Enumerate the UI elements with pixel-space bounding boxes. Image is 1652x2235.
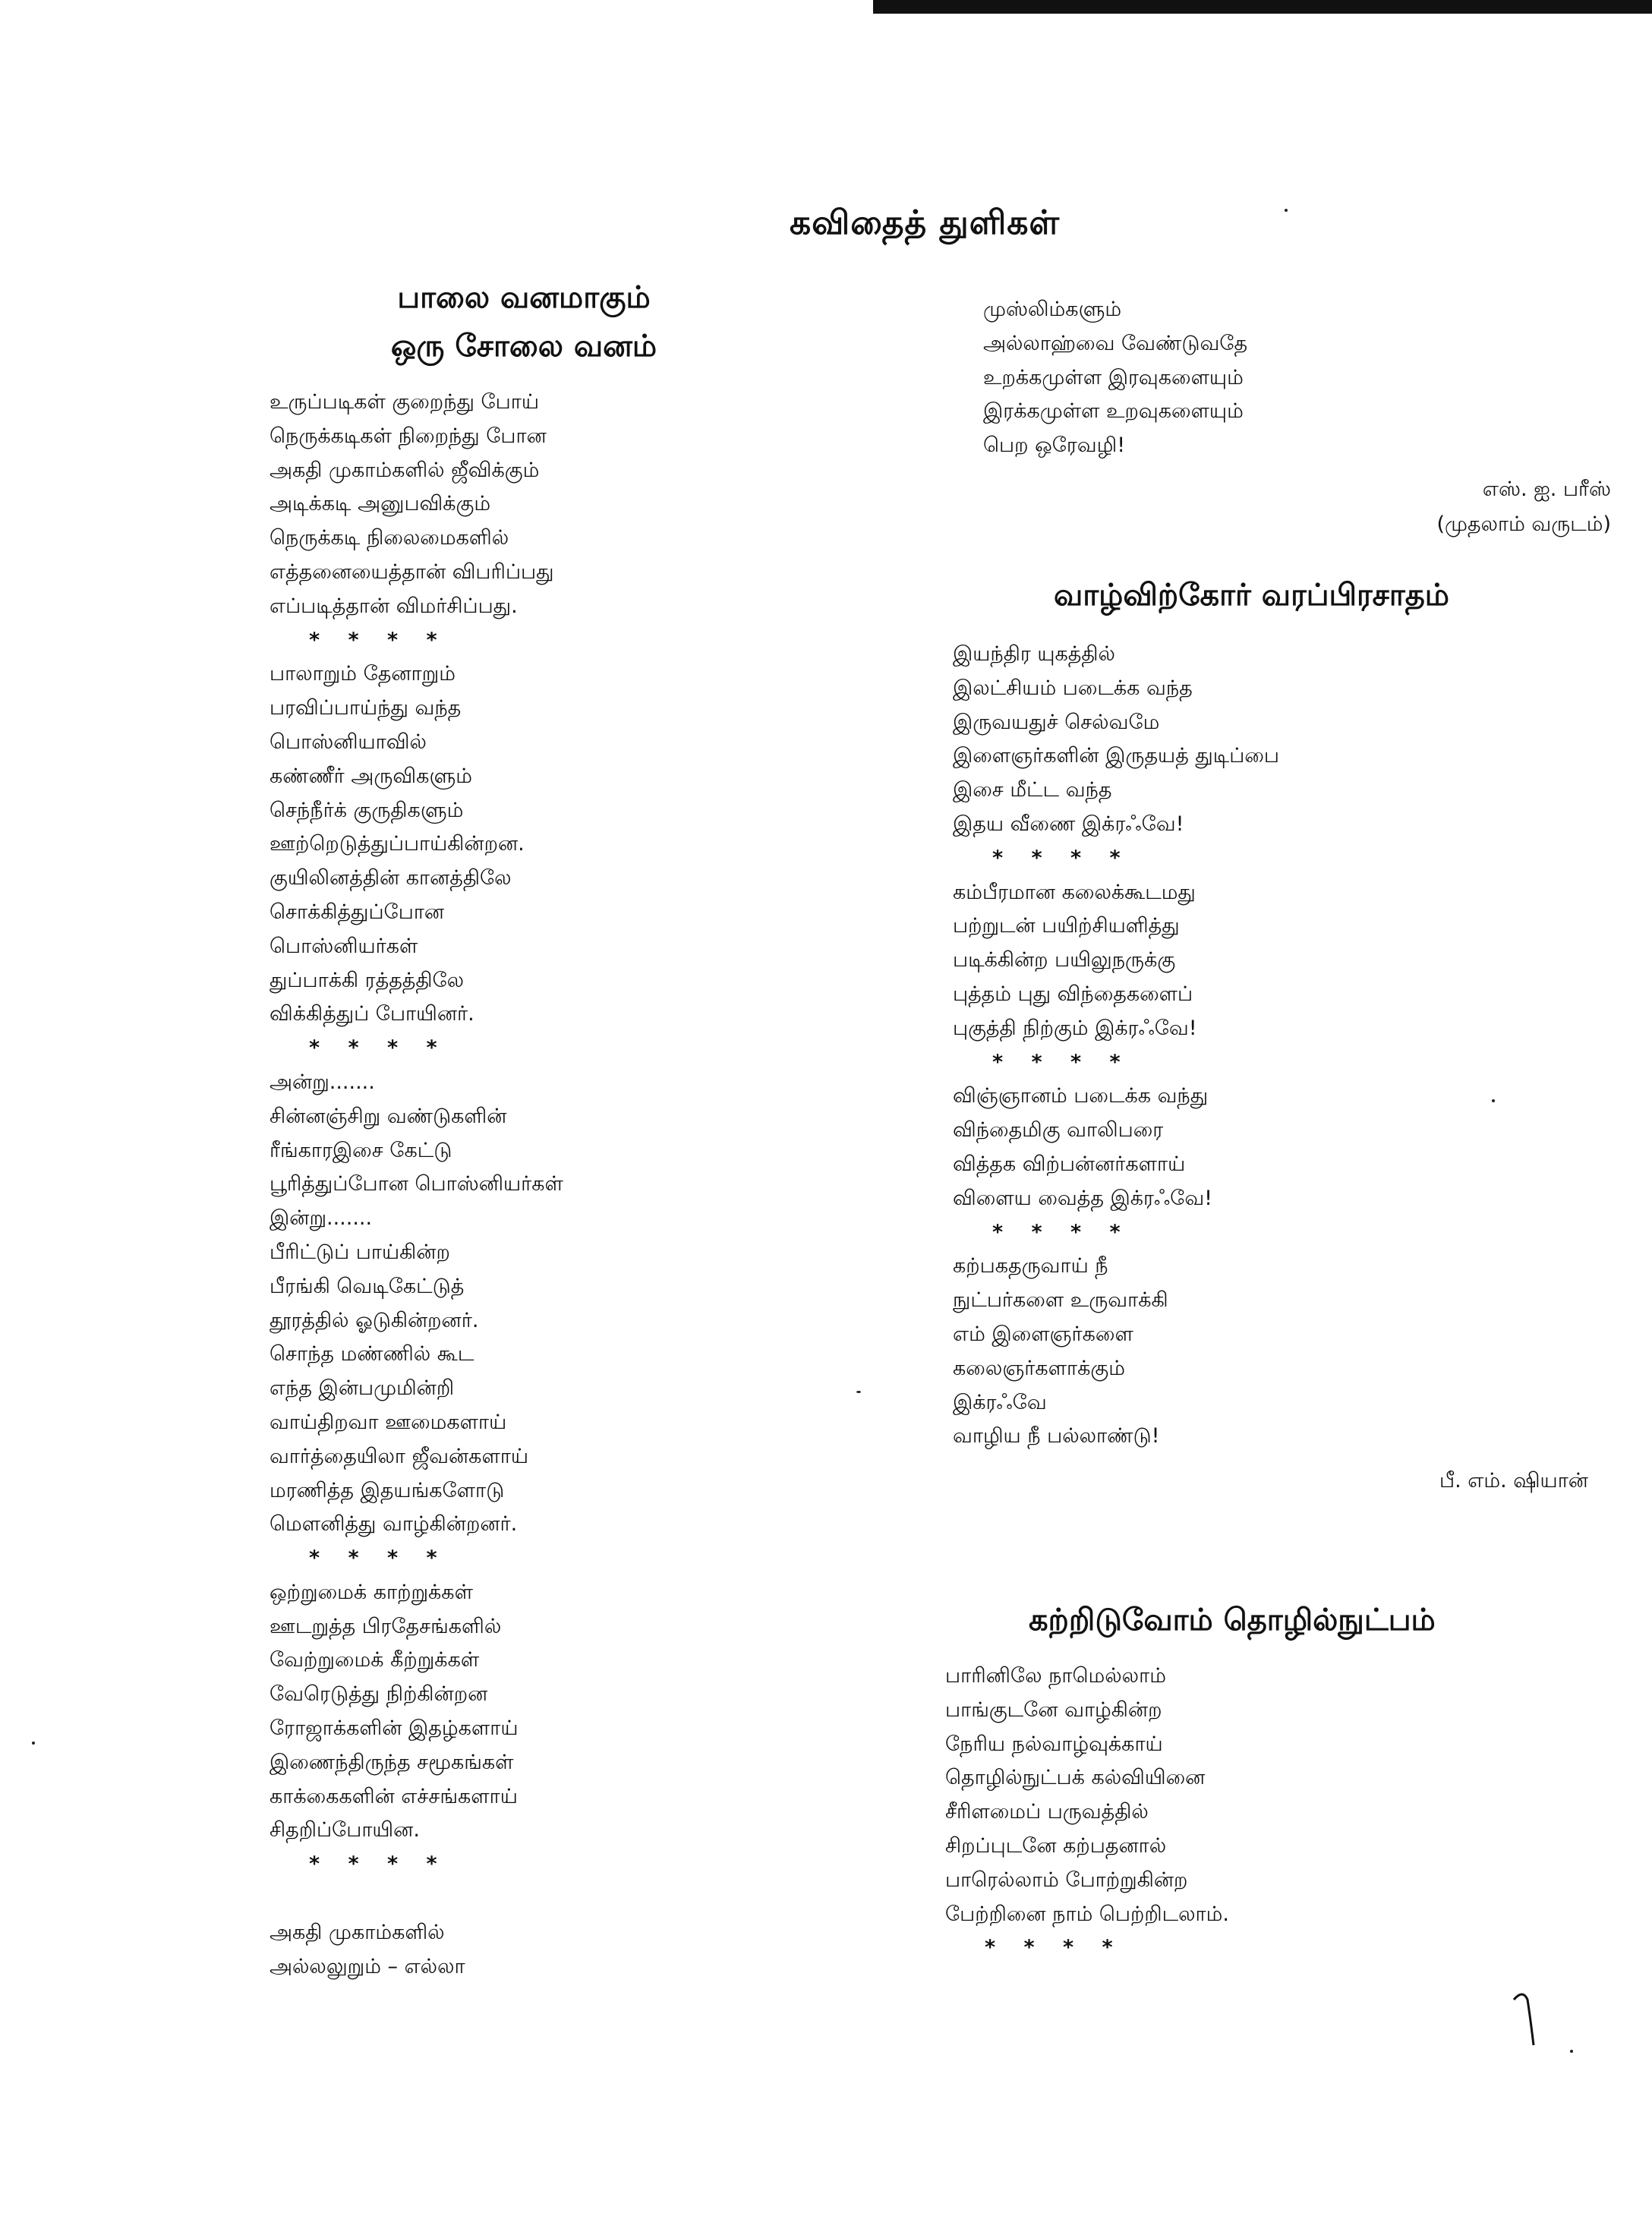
verse-line: சீரிளமைப் பருவத்தில் [945,1800,1149,1824]
poem1-author-name: எஸ். ஐ. பரீஸ் [1482,478,1611,501]
verse-line: பாலாறும் தேனாறும் [270,662,456,686]
verse-line: ஊடறுத்த பிரதேசங்களில் [270,1614,502,1638]
verse-line: முஸ்லிம்களும் [983,298,1122,321]
verse-line: இணைந்திருந்த சமூகங்கள் [270,1750,514,1774]
verse-line: நேரிய நல்வாழ்வுக்காய் [945,1732,1163,1756]
verse-line: பூரித்துப்போன பொஸ்னியர்கள் [270,1172,563,1196]
verse-line: கற்பகதருவாய் நீ [953,1254,1108,1278]
verse-line: பாங்குடனே வாழ்கின்ற [945,1698,1162,1722]
verse-line: இருவயதுச் செல்வமே [953,710,1160,734]
poem2-author: பீ. எம். ஷியான் [1439,1469,1588,1493]
poem1-title-line1: பாலை வனமாகும் [397,280,651,315]
stanza-separator: * * * * [309,1036,448,1061]
poem1-title [342,273,706,370]
verse-line: விளைய வைத்த இக்ரஃவே! [953,1186,1212,1210]
verse-line: உருப்படிகள் குறைந்து போய் [270,390,540,414]
verse-line: சிதறிப்போயின. [270,1818,420,1843]
verse-line: விஞ்ஞானம் படைக்க வந்து [953,1084,1209,1108]
verse-line: நெருக்கடி நிலைமைகளில் [270,526,509,550]
verse-line: எத்தனையைத்தான் விபரிப்பது [270,560,554,584]
stanza-separator: * * * * [992,1050,1131,1074]
verse-line: நுட்பர்களை உருவாக்கி [953,1288,1168,1313]
verse-line: எப்படித்தான் விமர்சிப்பது. [270,594,518,618]
verse-line: ஊற்றெடுத்துப்பாய்கின்றன. [270,832,525,856]
verse-line: அகதி முகாம்களில் ஜீவிக்கும் [270,458,540,482]
verse-line: தொழில்நுட்பக் கல்வியினை [945,1766,1206,1790]
stanza-separator: * * * * [992,846,1131,870]
poem1-title-line2: ஒரு சோலை வனம் [390,329,657,364]
poem3-verse [945,1660,1416,1965]
verse-line: பரவிப்பாய்ந்து வந்த [270,696,462,720]
verse-line: தூரத்தில் ஓடுகின்றனர். [270,1308,479,1332]
scan-speck [1285,209,1288,212]
scan-speck [856,1391,861,1393]
verse-line: பேற்றினை நாம் பெற்றிடலாம். [945,1902,1229,1926]
verse-line: கண்ணீர் அருவிகளும் [270,764,472,788]
verse-line: அகதி முகாம்களில் [270,1920,445,1944]
poem1-verse [270,386,695,1984]
poem2-verse [953,638,1423,1454]
verse-line: கலைஞர்களாக்கும் [953,1356,1125,1380]
verse-line [270,1882,695,1916]
verse-line: உறக்கமுள்ள இரவுகளையும் [983,365,1244,389]
verse-line: விக்கித்துப் போயினர். [270,1002,474,1026]
verse-line: அல்லாஹ்வை வேண்டுவதே [983,331,1248,355]
verse-line: இளைஞர்களின் இருதயத் துடிப்பை [953,744,1279,768]
verse-line: வேற்றுமைக் கீற்றுக்கள் [270,1648,480,1672]
verse-line: வாழிய நீ பல்லாண்டு! [953,1424,1160,1448]
verse-line: எந்த இன்பமுமின்றி [270,1376,455,1401]
verse-line: இரக்கமுள்ள உறவுகளையும் [983,399,1244,424]
verse-line: புகுத்தி நிற்கும் இக்ரஃவே! [953,1016,1197,1040]
verse-line: ரோஜாக்களின் இதழ்களாய் [270,1716,519,1741]
verse-line: செந்நீர்க் குருதிகளும் [270,798,464,822]
verse-line: ரீங்காரஇசை கேட்டு [270,1138,452,1162]
poem1-author [1291,472,1611,542]
scan-speck [32,1742,35,1745]
poem2-title: வாழ்விற்கோர் வரப்பிரசாதம் [1054,578,1449,613]
verse-line: வித்தக விற்பன்னர்களாய் [953,1152,1186,1176]
verse-line: துப்பாக்கி ரத்தத்திலே [270,968,465,992]
stanza-separator: * * * * [985,1936,1124,1960]
verse-line: இலட்சியம் படைக்க வந்த [953,676,1193,700]
verse-line: நெருக்கடிகள் நிறைந்து போன [270,424,547,448]
stanza-separator: * * * * [309,628,448,652]
poem1-author-year: (முதலாம் வருடம்) [1436,512,1611,536]
verse-line: பெற ஒரேவழி! [983,433,1126,458]
verse-line: இயந்திர யுகத்தில் [953,642,1115,666]
verse-line: சிறப்புடனே கற்பதனால் [945,1833,1167,1858]
verse-line: அன்று....... [270,1070,375,1094]
verse-line: கம்பீரமான கலைக்கூடமது [953,880,1196,904]
verse-line: அல்லலுறும் – எல்லா [270,1954,465,1978]
verse-line: பீரங்கி வெடிகேட்டுத் [270,1274,465,1298]
verse-line: இக்ரஃவே [953,1390,1047,1414]
verse-line: புத்தம் புது விந்தைகளைப் [953,982,1193,1006]
verse-line: இதய வீணை இக்ரஃவே! [953,812,1184,836]
stanza-separator: * * * * [992,1220,1131,1244]
scan-speck [1492,1099,1495,1102]
verse-line: எம் இளைஞர்களை [953,1322,1133,1346]
verse-line: குயிலினத்தின் கானத்திலே [270,866,512,891]
verse-line: இன்று....... [270,1206,373,1231]
verse-line: பொஸ்னியாவில் [270,730,427,754]
verse-line: அடிக்கடி அனுபவிக்கும் [270,492,491,516]
verse-line: விந்தைமிகு வாலிபரை [953,1118,1164,1143]
verse-line: பீரிட்டுப் பாய்கின்ற [270,1240,450,1264]
stanza-separator: * * * * [309,1852,448,1877]
scan-speck [1570,2050,1573,2053]
poem1-continued-verse [983,293,1378,463]
verse-line: சொக்கித்துப்போன [270,900,445,924]
verse-line: மௌனித்து வாழ்கின்றனர். [270,1512,518,1537]
verse-line: மரணித்த இதயங்களோடு [270,1478,505,1502]
stanza-separator: * * * * [309,1546,448,1571]
page-title: கவிதைத் துளிகள் [790,203,1061,242]
scan-edge-bar [873,0,1652,14]
verse-line: பாரெல்லாம் போற்றுகின்ற [945,1868,1188,1892]
page-number-mark [1511,1989,1541,2050]
verse-line: இசை மீட்ட வந்த [953,778,1112,802]
verse-line: பொஸ்னியர்கள் [270,934,418,958]
verse-line: பற்றுடன் பயிற்சியளித்து [953,914,1180,938]
verse-line: படிக்கின்ற பயிலுநருக்கு [953,948,1176,972]
poem3-title: கற்றிடுவோம் தொழில்நுட்பம் [1029,1603,1436,1638]
verse-line: வேரெடுத்து நிற்கின்றன [270,1682,488,1707]
verse-line: வாய்திறவா ஊமைகளாய் [270,1410,507,1434]
verse-line: ஒற்றுமைக் காற்றுக்கள் [270,1580,473,1604]
verse-line: காக்கைகளின் எச்சங்களாய் [270,1784,518,1808]
verse-line: சொந்த மண்ணில் கூட [270,1342,474,1367]
verse-line: பாரினிலே நாமெல்லாம் [945,1664,1166,1688]
verse-line: சின்னஞ்சிறு வண்டுகளின் [270,1104,507,1128]
verse-line: வார்த்தையிலா ஜீவன்களாய் [270,1444,529,1468]
